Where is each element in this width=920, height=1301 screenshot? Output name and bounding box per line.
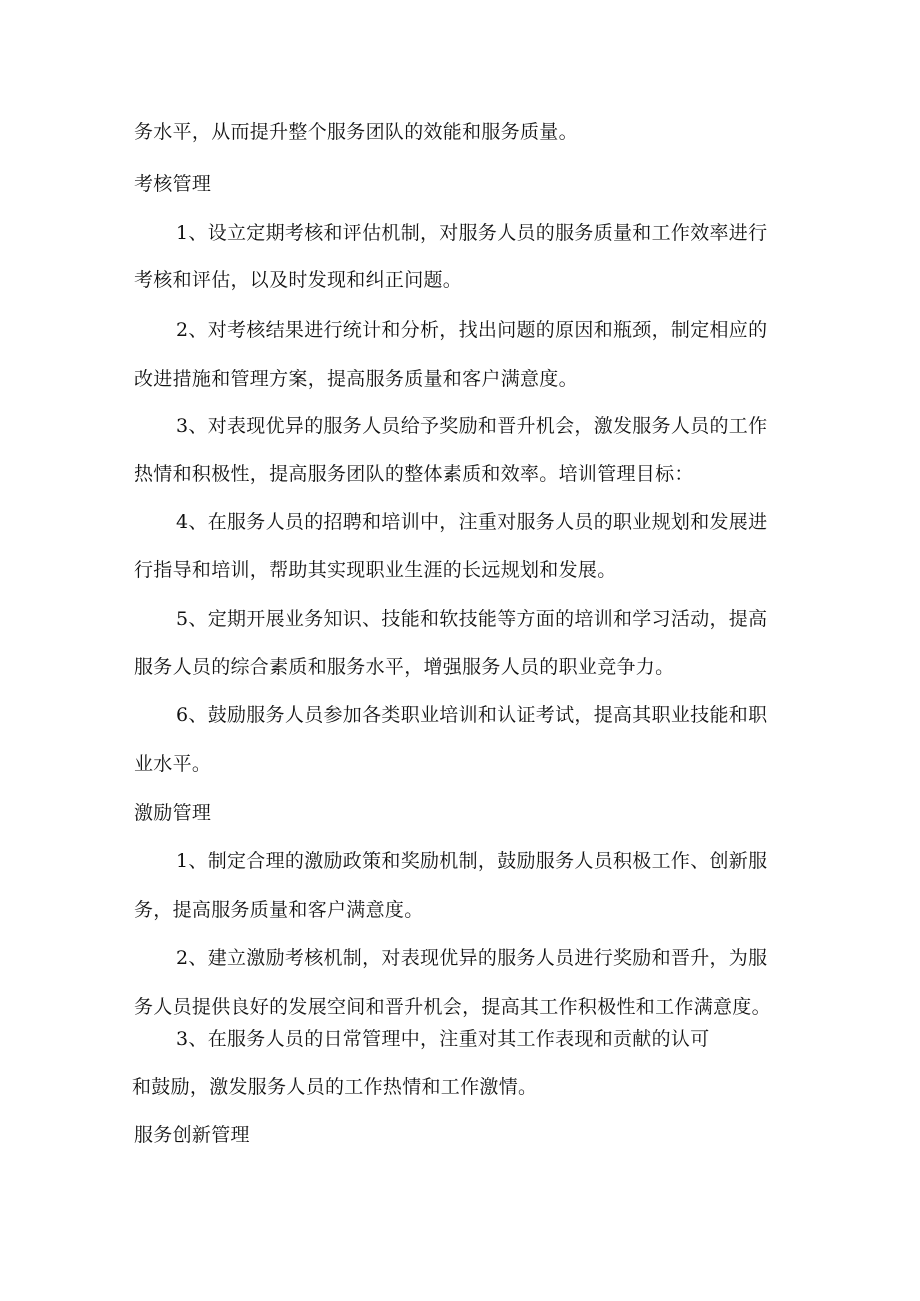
paragraph-line: 务，提高服务质量和客户满意度。 — [134, 899, 424, 921]
paragraph-line: 4、在服务人员的招聘和培训中，注重对服务人员的职业规划和发展进 — [176, 511, 768, 533]
paragraph-line: 业水平。 — [134, 753, 212, 775]
paragraph-line: 改进措施和管理方案，提高服务质量和客户满意度。 — [134, 368, 578, 390]
section-heading-service-innovation: 服务创新管理 — [134, 1124, 250, 1146]
section-heading-incentive: 激励管理 — [134, 802, 212, 824]
paragraph-line: 务人员提供良好的发展空间和晋升机会，提高其工作积极性和工作满意度。 — [134, 996, 771, 1018]
paragraph-line: 1、制定合理的激励政策和奖励机制，鼓励服务人员积极工作、创新服 — [176, 850, 768, 872]
paragraph-line: 2、对考核结果进行统计和分析，找出问题的原因和瓶颈，制定相应的 — [176, 319, 768, 341]
section-heading-assessment: 考核管理 — [134, 173, 212, 195]
paragraph-line: 考核和评估，以及时发现和纠正问题。 — [134, 269, 463, 291]
paragraph-line: 3、对表现优异的服务人员给予奖励和晋升机会，激发服务人员的工作 — [176, 415, 768, 437]
paragraph-line: 6、鼓励服务人员参加各类职业培训和认证考试，提高其职业技能和职 — [176, 704, 768, 726]
paragraph-line: 1、设立定期考核和评估机制，对服务人员的服务质量和工作效率进行 — [176, 222, 768, 244]
paragraph-line: 行指导和培训，帮助其实现职业生涯的长远规划和发展。 — [134, 559, 617, 581]
paragraph-line: 2、建立激励考核机制，对表现优异的服务人员进行奖励和晋升，为服 — [176, 947, 768, 969]
paragraph-line: 5、定期开展业务知识、技能和软技能等方面的培训和学习活动，提高 — [176, 608, 768, 630]
paragraph-line: 服务人员的综合素质和服务水平，增强服务人员的职业竞争力。 — [134, 656, 675, 678]
paragraph-line: 3、在服务人员的日常管理中，注重对其工作表现和贡献的认可 — [176, 1028, 710, 1050]
paragraph-line: 热情和积极性，提高服务团队的整体素质和效率。培训管理目标： — [134, 463, 694, 485]
paragraph-line: 务水平，从而提升整个服务团队的效能和服务质量。 — [134, 121, 578, 143]
paragraph-line: 和鼓励，激发服务人员的工作热情和工作激情。 — [132, 1076, 538, 1098]
